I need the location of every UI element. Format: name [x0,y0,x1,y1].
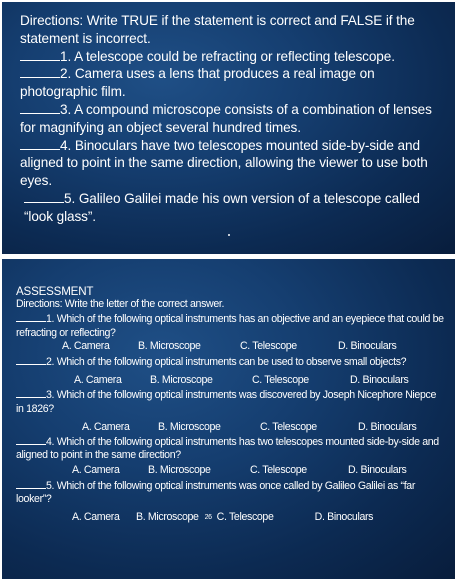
page-number: 26 [204,514,212,522]
options-row [16,374,445,387]
option-d[interactable]: D. Binoculars [358,420,417,433]
assessment-slide [2,259,455,579]
statement-item: 1. A telescope could be refracting or reflecting telescope. [20,48,437,66]
option-a[interactable]: A. Camera [72,511,120,524]
statement-item: 2. Camera uses a lens that produces a real image on photographic film. [20,66,375,100]
answer-blank[interactable] [20,103,60,114]
option-d[interactable]: D. Binoculars [338,339,397,352]
directions-text: Directions: Write TRUE if the statement is correct and FALSE if the statement is incorrect. [20,13,415,46]
true-false-slide [2,2,455,254]
question: 2. Which of the following optical instruments can be used to observe small objects? [16,355,445,369]
option-a[interactable]: A. Camera [82,420,130,433]
question: 4. Which of the following optical instruments has two telescopes mounted side-by-side and aligned to point in the same direction? [16,436,439,462]
option-a[interactable]: A. Camera [72,464,120,477]
options-row [16,464,445,477]
option-b[interactable]: B. Microscope [150,374,213,387]
options-row [16,421,445,434]
answer-blank[interactable] [16,355,46,365]
option-c[interactable]: C. Telescope [260,420,317,433]
answer-blank[interactable] [20,50,60,61]
option-c[interactable]: C. Telescope [250,464,307,477]
option-a[interactable]: A. Camera [62,339,110,352]
statement-item: 3. A compound microscope consists of a combination of lenses for magnifying an object several hundred times. [20,101,432,135]
option-b[interactable]: B. Microscope [136,511,199,524]
option-c[interactable]: C. Telescope [240,339,297,352]
option-d[interactable]: D. Binoculars [314,511,374,524]
answer-blank[interactable] [24,192,64,203]
assessment-directions: Directions: Write the letter of the correct answer. [16,298,225,311]
option-c[interactable]: C. Telescope [216,511,274,524]
option-b[interactable]: B. Microscope [138,339,201,352]
options-row [16,511,445,524]
option-b[interactable]: B. Microscope [148,464,211,477]
answer-blank[interactable] [16,479,46,489]
statement-item: 5. Galileo Galilei made his own version of a telescope called “look glass”. [24,190,420,224]
answer-blank[interactable] [20,67,60,78]
question: 5. Which of the following optical instruments was once called by Galileo Galilei as “far looker”? [16,479,416,505]
statement-item: 4. Binoculars have two telescopes mounted side-by-side and aligned to point in the same direction, allowing the viewer to use both eyes. [20,137,428,189]
option-a[interactable]: A. Camera [74,374,122,387]
option-b[interactable]: B. Microscope [158,420,221,433]
answer-blank[interactable] [20,139,60,150]
answer-blank[interactable] [16,435,46,445]
answer-blank[interactable] [16,388,46,398]
question: 3. Which of the following optical instruments was discovered by Joseph Nicephore Niepce in 1826? [16,389,436,415]
assessment-heading: ASSESSMENT [16,285,94,298]
option-c[interactable]: C. Telescope [252,374,309,387]
question: 1. Which of the following optical instruments has an objective and an eyepiece that could be refracting or reflecting? [16,313,444,339]
option-d[interactable]: D. Binoculars [350,374,409,387]
option-d[interactable]: D. Binoculars [348,464,407,477]
options-row [16,340,445,353]
decorative-dot [228,234,230,236]
answer-blank[interactable] [16,312,46,322]
